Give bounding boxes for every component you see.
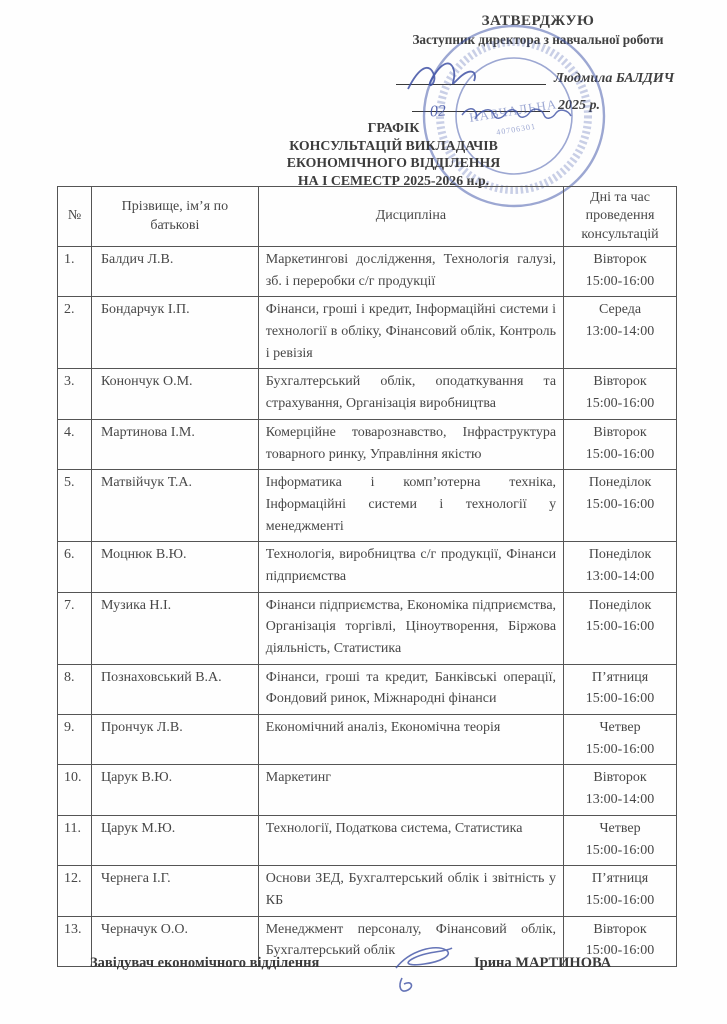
day: Понеділок	[588, 475, 652, 491]
time: 15:00-16:00	[585, 842, 655, 858]
disciplines: Комерційне товарознавство, Інфраструктура товарного ринку, Управління якістю	[258, 419, 563, 469]
department-head-title: Завідувач економічного відділення	[90, 955, 320, 971]
teacher-name: Прончук Л.В.	[91, 715, 258, 765]
teacher-name: Бондарчук І.П.	[91, 297, 258, 369]
disciplines: Інформатика і комп’ютерна техніка, Інформаційні системи і технології у менеджменті	[258, 470, 563, 542]
disciplines: Фінанси підприємства, Економіка підприємства, Організація торгівлі, Ціноутворення, Біржова діяльність, Статистика	[258, 592, 563, 664]
day: Вівторок	[593, 252, 647, 267]
header-name: Прізвище, ім’я по батькові	[91, 187, 258, 247]
consultation-day-time	[564, 369, 677, 419]
teacher-name: Царук М.Ю.	[91, 815, 258, 865]
day: П’ятниця	[591, 871, 649, 887]
row-number: 11.	[58, 815, 92, 865]
table-row	[58, 297, 677, 369]
row-number: 4.	[58, 419, 92, 469]
day: Вівторок	[593, 921, 647, 937]
teacher-name: Конончук О.М.	[91, 369, 258, 419]
disciplines: Технології, Податкова система, Статистика	[258, 815, 563, 865]
date-year: 2025 р.	[558, 98, 600, 113]
time: 15:00-16:00	[585, 619, 655, 635]
table-row	[58, 715, 677, 765]
header-number: №	[58, 187, 92, 247]
disciplines: Фінанси, гроші та кредит, Банківські операції, Фондовий ринок, Міжнародні фінанси	[258, 664, 563, 714]
row-number: 2.	[58, 297, 92, 369]
teacher-name: Музика Н.І.	[91, 592, 258, 664]
row-number: 13.	[58, 916, 92, 966]
department-head-name: Ірина МАРТИНОВА	[474, 955, 612, 971]
consultation-day-time	[564, 542, 677, 592]
teacher-name: Мартинова І.М.	[91, 419, 258, 469]
approver-name: Людмила БАЛДИЧ	[554, 71, 675, 86]
row-number: 8.	[58, 664, 92, 714]
consultation-day-time	[564, 715, 677, 765]
disciplines: Економічний аналіз, Економічна теорія	[258, 715, 563, 765]
row-number: 3.	[58, 369, 92, 419]
consultation-day-time	[564, 866, 677, 916]
row-number: 6.	[58, 542, 92, 592]
consultation-day-time	[564, 664, 677, 714]
consultation-schedule-table	[57, 186, 677, 967]
title-line-4: НА І СЕМЕСТР 2025-2026 н.р.	[297, 172, 490, 188]
teacher-name: Моцнюк В.Ю.	[91, 542, 258, 592]
row-number: 12.	[58, 866, 92, 916]
table-row	[58, 470, 677, 542]
table-row	[58, 247, 677, 297]
teacher-name: Чернега І.Г.	[91, 866, 258, 916]
disciplines: Маркетинг	[258, 765, 563, 815]
table-row	[58, 664, 677, 714]
row-number: 9.	[58, 715, 92, 765]
time: 15:00-16:00	[585, 943, 655, 959]
time: 15:00-16:00	[585, 396, 655, 412]
handwritten-date-day: 02	[429, 102, 447, 121]
consultation-day-time	[564, 765, 677, 815]
time: 15:00-16:00	[585, 446, 655, 462]
table-row	[58, 765, 677, 815]
disciplines: Фінанси, гроші і кредит, Інформаційні системи і технології в обліку, Фінансовий облік, Контроль і ревізія	[258, 297, 563, 369]
table-row	[58, 592, 677, 664]
consultation-day-time	[564, 419, 677, 469]
approve-word: ЗАТВЕРДЖУЮ	[481, 13, 595, 29]
row-number: 5.	[58, 470, 92, 542]
disciplines: Технологія, виробництва с/г продукції, Фінанси підприємства	[258, 542, 563, 592]
day: П’ятниця	[591, 669, 649, 685]
table-row	[58, 815, 677, 865]
header-days: Дні та час проведення консультацій	[564, 187, 677, 247]
stamp-number: 40706301	[495, 121, 537, 137]
day: Понеділок	[588, 597, 652, 613]
row-number: 10.	[58, 765, 92, 815]
table-row	[58, 866, 677, 916]
table-row	[58, 419, 677, 469]
disciplines: Маркетингові дослідження, Технологія галузі, зб. і переробки с/г продукції	[258, 247, 563, 297]
day: Вівторок	[593, 374, 647, 390]
disciplines: Бухгалтерський облік, оподаткування та страхування, Організація виробництва	[258, 369, 563, 419]
page-title	[60, 119, 727, 189]
consultation-day-time	[564, 247, 677, 297]
day: Четвер	[599, 820, 641, 836]
time: 13:00-14:00	[585, 568, 655, 584]
teacher-name: Царук В.Ю.	[91, 765, 258, 815]
teacher-name: Познаховський В.А.	[91, 664, 258, 714]
table-header-row	[58, 187, 677, 247]
consultation-day-time	[564, 592, 677, 664]
teacher-name: Матвійчук Т.А.	[91, 470, 258, 542]
row-number: 1.	[58, 247, 92, 297]
time: 15:00-16:00	[585, 273, 655, 289]
consultation-day-time	[564, 470, 677, 542]
teacher-name: Балдич Л.В.	[91, 247, 258, 297]
time: 15:00-16:00	[585, 892, 655, 908]
title-line-2: КОНСУЛЬТАЦІЙ ВИКЛАДАЧІВ	[289, 137, 498, 153]
day: Середа	[598, 302, 642, 318]
day: Понеділок	[588, 547, 652, 563]
day: Вівторок	[593, 424, 647, 440]
header-discipline: Дисципліна	[258, 187, 563, 247]
table-row	[58, 369, 677, 419]
time: 15:00-16:00	[585, 741, 655, 757]
teacher-name: Черначук О.О.	[91, 916, 258, 966]
table-row	[58, 542, 677, 592]
time: 13:00-14:00	[585, 792, 655, 808]
title-line-3: ЕКОНОМІЧНОГО ВІДДІЛЕННЯ	[286, 155, 501, 170]
disciplines: Основи ЗЕД, Бухгалтерський облік і звітність у КБ	[258, 866, 563, 916]
time: 13:00-14:00	[585, 324, 655, 340]
disciplines: Менеджмент персоналу, Фінансовий облік, Бухгалтерський облік	[258, 916, 563, 966]
approver-title: Заступник директора з навчальної роботи	[412, 32, 664, 47]
title-line-1: ГРАФІК	[367, 120, 420, 135]
consultation-day-time	[564, 815, 677, 865]
time: 15:00-16:00	[585, 496, 655, 512]
time: 15:00-16:00	[585, 691, 655, 707]
consultation-day-time	[564, 297, 677, 369]
stamp-center-text: НАВЧАЛЬНА	[468, 96, 559, 125]
day: Вівторок	[593, 770, 647, 786]
row-number: 7.	[58, 592, 92, 664]
day: Четвер	[599, 720, 641, 736]
